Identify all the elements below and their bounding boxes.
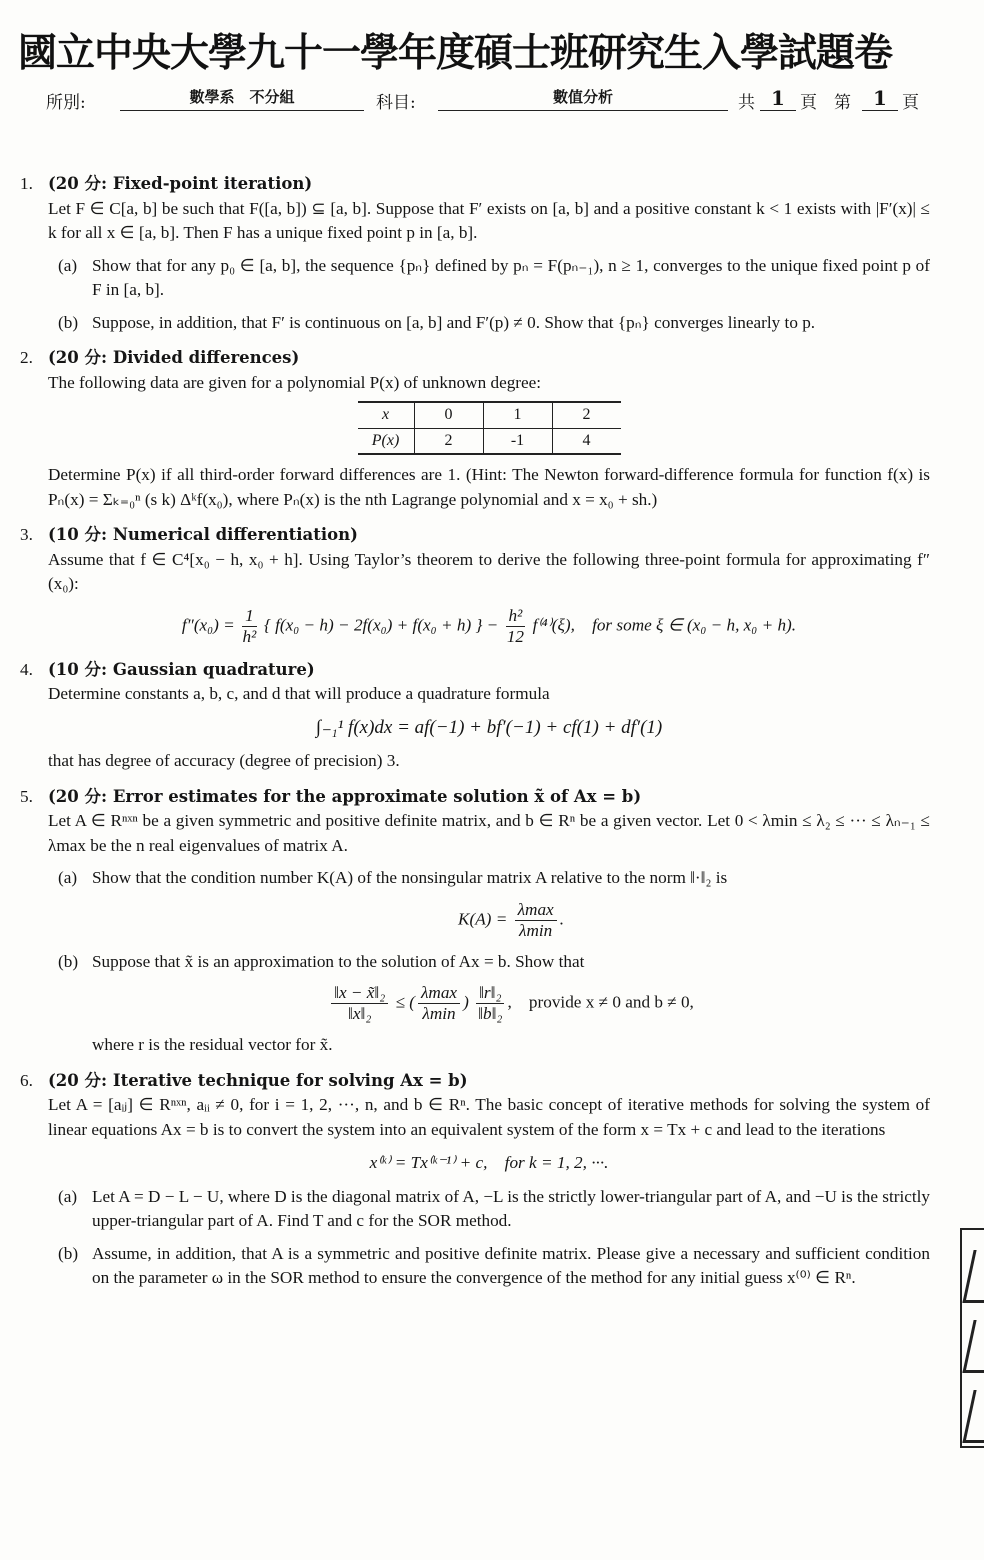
fraction xyxy=(242,606,257,647)
formula-part: ≤ ( xyxy=(395,992,415,1012)
denominator: h² xyxy=(242,626,257,646)
table-cell: 0 xyxy=(414,402,483,428)
numerator: ‖r‖₂ xyxy=(476,983,504,1004)
subquestion-label: (b) xyxy=(58,951,79,971)
table-cell: P(x) xyxy=(358,428,415,454)
subquestion-text: Show that for any p₀ ∈ [a, b], the sequence {pₙ} defined by pₙ = F(pₙ₋₁), n ≥ 1, converges to the unique fixed point p of F in [a, b]. xyxy=(92,255,930,299)
formula-part: { f(x₀ − h) − 2f(x₀) + f(x₀ + h) } − xyxy=(263,614,499,634)
formula: x⁽ᵏ⁾ = Tx⁽ᵏ⁻¹⁾ + c, for k = 1, 2, ···. xyxy=(369,1153,609,1172)
formula-part: f″(x₀) = xyxy=(181,614,235,634)
numerator: 1 xyxy=(242,606,257,627)
formula xyxy=(48,606,930,647)
subquestion-text: Suppose that x̃ is an approximation to the solution of Ax = b. Show that xyxy=(92,951,585,971)
table-cell: 1 xyxy=(483,402,552,428)
subquestion-text: Show that the condition number K(A) of the nonsingular matrix A relative to the norm ‖·‖₂ is xyxy=(92,868,728,887)
formula-part: f⁽⁴⁾(ξ), for some ξ ∈ (x₀ − h, x₀ + h). xyxy=(532,614,797,634)
fraction xyxy=(515,900,557,941)
question-text: Determine P(x) if all third-order forward differences are 1. (Hint: The Newton forward-difference formula for function f(x) is Pₙ(x) = Σₖ₌₀ⁿ (s k) Δᵏf(x₀), where Pₙ(x) is the nth Lagrange polynomial and x = x₀ + sh.) xyxy=(48,465,930,509)
question-3 xyxy=(20,523,930,647)
question-4 xyxy=(20,658,930,774)
subquestion-text: Suppose, in addition, that F′ is continuous on [a, b] and F′(p) ≠ 0. Show that {pₙ} converges linearly to p. xyxy=(92,312,816,332)
question-body: Let A = [aᵢⱼ] ∈ Rⁿˣⁿ, aᵢᵢ ≠ 0, for i = 1, 2, ···, n, and b ∈ Rⁿ. The basic concept of iterative methods for solving the system of linear equations Ax = b is to convert the system into an equivalent system of the form x = Tx + c and lead to the iterations xyxy=(48,1095,930,1139)
dept-value: 數學系 不分組 xyxy=(120,86,364,111)
table-cell: -1 xyxy=(483,428,552,454)
question-heading: (10 分: Numerical differentiation) xyxy=(48,525,358,544)
table-cell: 4 xyxy=(552,428,621,454)
question-number: 4. xyxy=(20,659,33,679)
denominator: ‖b‖₂ xyxy=(478,1004,503,1023)
question-number: 1. xyxy=(20,174,33,193)
pages-middle: 頁 第 xyxy=(800,93,851,113)
subquestion-a xyxy=(48,1185,930,1234)
denominator: λmin xyxy=(519,920,553,940)
fraction xyxy=(418,983,460,1024)
pages-prefix: 共 xyxy=(738,93,755,113)
dept-label: 所別: xyxy=(46,93,86,113)
numerator: λmax xyxy=(418,983,460,1004)
subject-value: 數值分析 xyxy=(438,86,728,111)
question-6 xyxy=(20,1069,930,1291)
exam-header xyxy=(0,86,984,118)
subquestion-label: (b) xyxy=(58,1243,79,1263)
question-body: The following data are given for a polynomial P(x) of unknown degree: xyxy=(48,372,542,392)
fraction xyxy=(331,983,388,1024)
table-row xyxy=(358,428,621,454)
subquestion-text: Assume, in addition, that A is a symmetric and positive definite matrix. Please give a necessary and sufficient condition on the parameter ω in the SOR method to ensure the convergence of the method for any initial guess x⁽⁰⁾ ∈ Rⁿ. xyxy=(92,1243,930,1287)
question-body: Determine constants a, b, c, and d that will produce a quadrature formula xyxy=(48,684,550,703)
subject-label: 科目: xyxy=(376,93,416,113)
denominator: ‖x‖₂ xyxy=(348,1004,372,1023)
questions xyxy=(20,172,930,1302)
question-heading: (20 分: Error estimates for the approximate solution x̃ of Ax = b) xyxy=(48,786,642,806)
formula-part: ) xyxy=(463,992,469,1012)
formula-part: K(A) = xyxy=(458,908,508,928)
numerator: λmax xyxy=(515,900,557,921)
question-number: 6. xyxy=(20,1070,33,1090)
denominator: 12 xyxy=(506,626,524,646)
question-number: 2. xyxy=(20,348,33,367)
margin-stamp xyxy=(960,1228,984,1448)
question-body: Assume that f ∈ C⁴[x₀ − h, x₀ + h]. Using Taylor’s theorem to derive the following three-point formula for approximating f″(x₀): xyxy=(48,549,930,593)
question-text: that has degree of accuracy (degree of precision) 3. xyxy=(48,751,400,770)
numerator: h² xyxy=(506,606,526,627)
formula xyxy=(92,983,930,1024)
question-1 xyxy=(20,172,930,335)
subquestion-b xyxy=(48,1242,930,1291)
page-number: 1 xyxy=(862,86,898,111)
subquestion-text: where r is the residual vector for x̃. xyxy=(92,1035,333,1054)
formula: K(A) = $\frac{\lambda\max}{\lambda\min}$ . xyxy=(458,899,564,940)
table-cell: 2 xyxy=(552,402,621,428)
pages-total: 1 xyxy=(760,86,796,111)
question-number: 3. xyxy=(20,525,33,544)
subquestion-label: (a) xyxy=(58,868,78,887)
question-heading: (10 分: Gaussian quadrature) xyxy=(48,659,315,679)
fraction xyxy=(506,606,526,647)
subquestion-a xyxy=(48,866,930,941)
question-heading: (20 分: Divided differences) xyxy=(48,348,300,367)
subquestion-label: (a) xyxy=(58,255,78,275)
data-table xyxy=(358,401,621,455)
table-cell: x xyxy=(358,402,415,428)
question-body: Let A ∈ Rⁿˣⁿ be a given symmetric and positive definite matrix, and b ∈ Rⁿ be a given vector. Let 0 < λmin ≤ λ₂ ≤ ··· ≤ λₙ₋₁ ≤ λmax be the n real eigenvalues of matrix A. xyxy=(48,811,930,855)
formula: ∫₋₁¹ f(x)dx = af(−1) + bf′(−1) + cf(1) + df′(1) xyxy=(315,716,663,738)
table-row xyxy=(358,402,621,428)
formula-part: , provide x ≠ 0 and b ≠ 0, xyxy=(507,992,694,1012)
question-5 xyxy=(20,785,930,1058)
numerator: ‖x − x̃‖₂ xyxy=(331,983,388,1004)
table-cell: 2 xyxy=(414,428,483,454)
subquestion-label: (a) xyxy=(58,1186,78,1206)
question-body: Let F ∈ C[a, b] be such that F([a, b]) ⊆ [a, b]. Suppose that F′ exists on [a, b] and a positive constant k < 1 exists with |F′(x)| ≤ k for all x ∈ [a, b]. Then F has a unique fixed point p in [a, b]. xyxy=(48,198,930,242)
subquestion-label: (b) xyxy=(58,312,79,332)
question-2 xyxy=(20,346,930,512)
stamp-stroke xyxy=(962,1320,984,1373)
subquestion-b xyxy=(48,950,930,1058)
denominator: λmin xyxy=(422,1004,456,1023)
page-title: 國立中央大學九十一學年度碩士班研究生入學試題卷 xyxy=(18,31,893,76)
question-heading: (20 分: Iterative technique for solving Ax = b) xyxy=(48,1070,468,1090)
question-heading: (20 分: Fixed-point iteration) xyxy=(48,174,313,193)
stamp-stroke xyxy=(962,1390,984,1443)
fraction xyxy=(476,983,504,1024)
pages-suffix: 頁 xyxy=(902,93,919,113)
stamp-stroke xyxy=(962,1250,984,1303)
subquestion-b xyxy=(48,311,930,336)
question-number: 5. xyxy=(20,786,33,806)
subquestion-a xyxy=(48,254,930,303)
subquestion-text: Let A = D − L − U, where D is the diagonal matrix of A, −L is the strictly lower-triangular part of A, and −U is the strictly upper-triangular part of A. Find T and c for the SOR method. xyxy=(92,1186,930,1230)
